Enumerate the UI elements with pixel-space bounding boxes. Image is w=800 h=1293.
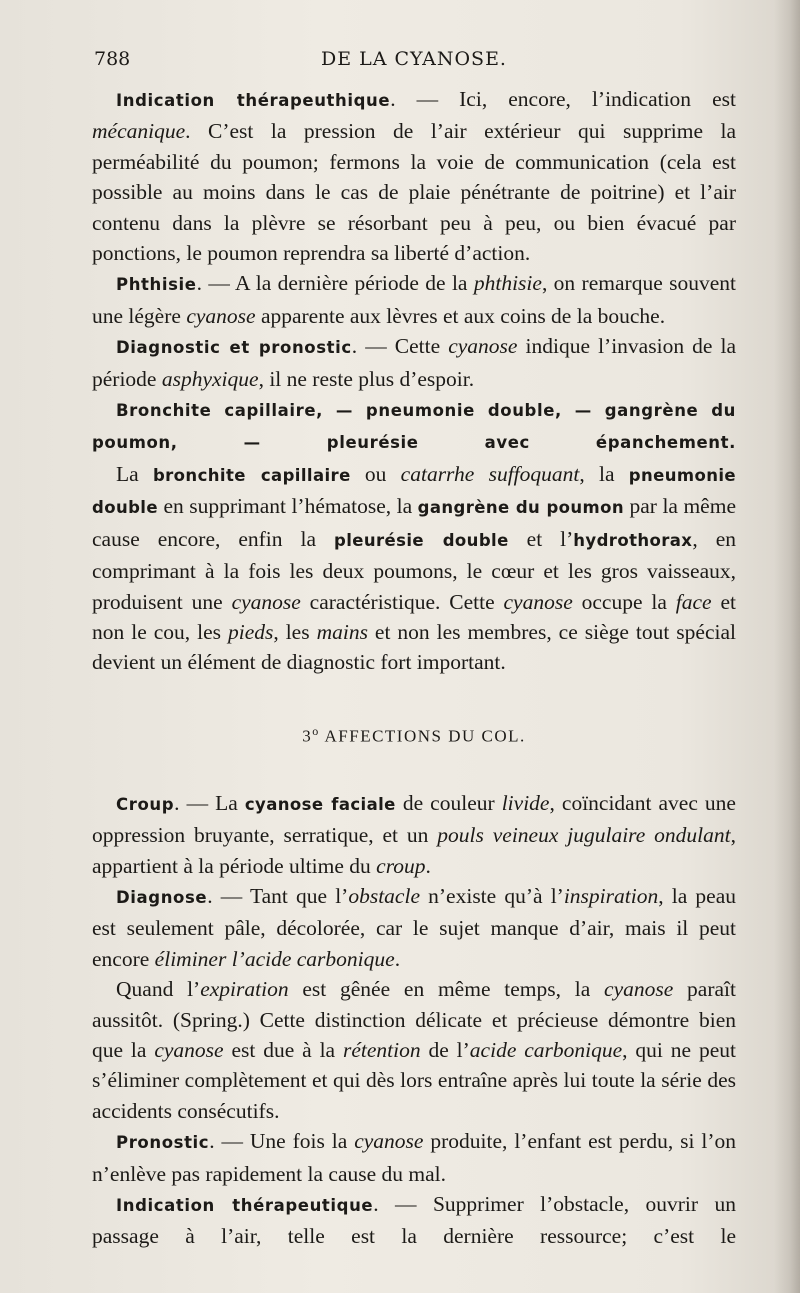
text-run: . — A la dernière période de la — [196, 271, 474, 296]
text-run: , la — [579, 461, 629, 486]
italic-term: éliminer l’acide carbonique — [154, 946, 395, 971]
bold-term: hydrothorax — [573, 530, 693, 550]
italic-term: cyanose — [604, 977, 674, 1002]
italic-term: cyanose — [186, 303, 256, 328]
paragraph-bronchite-capillaire — [92, 459, 736, 678]
text-run: paraît aussitôt. (Spring.) Cette distinction délicate et précieuse démontre bien que la — [92, 977, 736, 1063]
text-run: . — La — [174, 790, 245, 815]
italic-term: catarrhe suffoquant — [400, 461, 580, 486]
italic-term: croup — [376, 853, 426, 878]
bold-term: bronchite capillaire — [152, 465, 351, 485]
bold-term: cyanose faciale — [244, 794, 396, 814]
bold-term: pleurésie double — [333, 530, 509, 550]
italic-term: mécanique — [92, 119, 186, 144]
italic-term: cyanose — [448, 334, 518, 359]
text-run: , appartient à la période ultime du — [92, 823, 736, 878]
subheading-bronchite — [92, 394, 736, 459]
italic-term: cyanose — [154, 1038, 224, 1063]
paragraph-heading: Diagnostic et pronostic — [116, 338, 352, 358]
text-run: La — [116, 461, 153, 486]
italic-term: pieds — [227, 619, 274, 644]
text-run: . — Cette — [351, 334, 449, 359]
paragraph-diagnostic-pronostic — [92, 331, 736, 394]
italic-term: pouls veineux jugulaire ondulant — [437, 823, 731, 848]
text-run: . — Ici, encore, l’indication est — [390, 87, 736, 111]
text-run: , en comprimant à la fois les deux poumons, le cœur et les gros vaisseaux, produisent une — [92, 526, 736, 614]
bold-term: gangrène du poumon — [417, 498, 625, 518]
italic-term: acide carbonique — [469, 1038, 623, 1063]
paragraph-heading: Croup — [116, 794, 175, 814]
text-run: est gênée en même temps, la — [288, 977, 605, 1002]
italic-term: inspiration — [563, 884, 659, 908]
text-run: , coïncidant avec une oppression bruyante, serratique, et un — [92, 790, 736, 848]
italic-term: rétention — [342, 1038, 421, 1063]
section-heading — [92, 716, 736, 752]
text-run: , qui ne peut s’éliminer complètement et qui dès lors entraîne après lui toute la série des accidents consécutifs. — [92, 1038, 736, 1123]
text-run: , les — [273, 619, 317, 644]
page-number: 788 — [94, 48, 131, 70]
text-run: . — [425, 853, 431, 878]
text-run: par la même cause encore, enfin la — [92, 494, 736, 551]
paragraph-heading: Bronchite capillaire, — pneumonie double, — gangrène du poumon, — pleurésie avec épanchement. — [92, 401, 736, 453]
text-run: n’existe qu’à l’ — [420, 884, 564, 908]
text-run: en supprimant l’hématose, la — [157, 494, 418, 519]
italic-term: cyanose — [231, 589, 301, 614]
paragraph-indication-therapeuthique — [92, 84, 736, 268]
paragraph-croup — [92, 788, 736, 881]
paragraph-heading: Phthisie — [116, 275, 197, 295]
italic-term: cyanose — [503, 589, 573, 614]
paragraph-heading: Indication thérapeuthique — [116, 91, 391, 110]
text-run: et non les membres, ce siège tout spécial devient un élément de diagnostic fort important. — [92, 619, 736, 675]
text-run: . — Tant que l’ — [207, 884, 349, 908]
text-run: et l’ — [508, 526, 574, 551]
text-run: , il ne reste plus d’espoir. — [258, 366, 475, 391]
text-run: Quand l’ — [116, 977, 201, 1002]
paragraph-pronostic — [92, 1126, 736, 1189]
text-run: indique l’invasion de la période — [92, 334, 736, 391]
italic-term: cyanose — [354, 1129, 424, 1154]
italic-term: expiration — [200, 977, 289, 1002]
text-run: occupe la — [572, 589, 676, 614]
italic-term: livide — [501, 790, 550, 815]
paragraph-heading: Diagnose — [116, 888, 208, 907]
bold-term: pneumonie double — [92, 465, 736, 518]
text-run: . — [394, 946, 401, 971]
text-run: apparente aux lèvres et aux coins de la bouche. — [255, 303, 666, 328]
italic-term: obstacle — [348, 884, 420, 908]
section-title: AFFECTIONS DU COL. — [319, 726, 526, 746]
paragraph-heading: Pronostic — [116, 1133, 210, 1153]
text-run: ou — [350, 461, 401, 486]
page-header — [94, 48, 734, 80]
paragraph-heading: Indication thérapeutique — [116, 1196, 374, 1216]
section-number-suffix: o — [312, 723, 320, 738]
paragraph-diagnose — [92, 881, 736, 974]
text-run: , on remarque souvent une légère — [92, 271, 736, 328]
text-run: et non le cou, les — [92, 589, 736, 644]
italic-term: asphyxique — [161, 366, 259, 391]
text-run: est due à la — [223, 1038, 343, 1063]
text-run: caractéristique. Cette — [300, 589, 504, 614]
italic-term: phthisie — [473, 271, 542, 296]
italic-term: mains — [316, 619, 368, 644]
text-run: . — Supprimer l’obstacle, ouvrir un passage à l’air, telle est la dernière ressource; c’est le — [92, 1192, 736, 1249]
text-run: de l’ — [420, 1038, 470, 1063]
running-title: DE LA CYANOSE. — [321, 48, 507, 70]
text-run: , la peau est seulement pâle, décolorée, car le sujet manque d’air, mais il peut encore — [92, 884, 736, 971]
paragraph-indication-therapeutique — [92, 1189, 736, 1252]
paragraph-expiration — [92, 974, 736, 1126]
section-number: 3 — [302, 726, 313, 746]
text-run: de couleur — [395, 790, 502, 815]
page-edge-shadow — [774, 0, 800, 1293]
page-body — [92, 84, 736, 1252]
italic-term: face — [675, 589, 712, 614]
text-run: produite, l’enfant est perdu, si l’on n’enlève pas rapidement la cause du mal. — [92, 1129, 736, 1186]
text-run: . C’est la pression de l’air extérieur qui supprime la perméabilité du poumon; fermons la voie de communication (cela est possible au moins dans le cas de plaie pénétrante de poitrine) et l’air contenu dans la plèvre se résorbant peu à peu, ou bien évacué par ponctions, le poumon reprendra sa liberté d’action. — [92, 119, 736, 266]
text-run: . — Une fois la — [209, 1129, 355, 1154]
paragraph-phthisie — [92, 268, 736, 331]
